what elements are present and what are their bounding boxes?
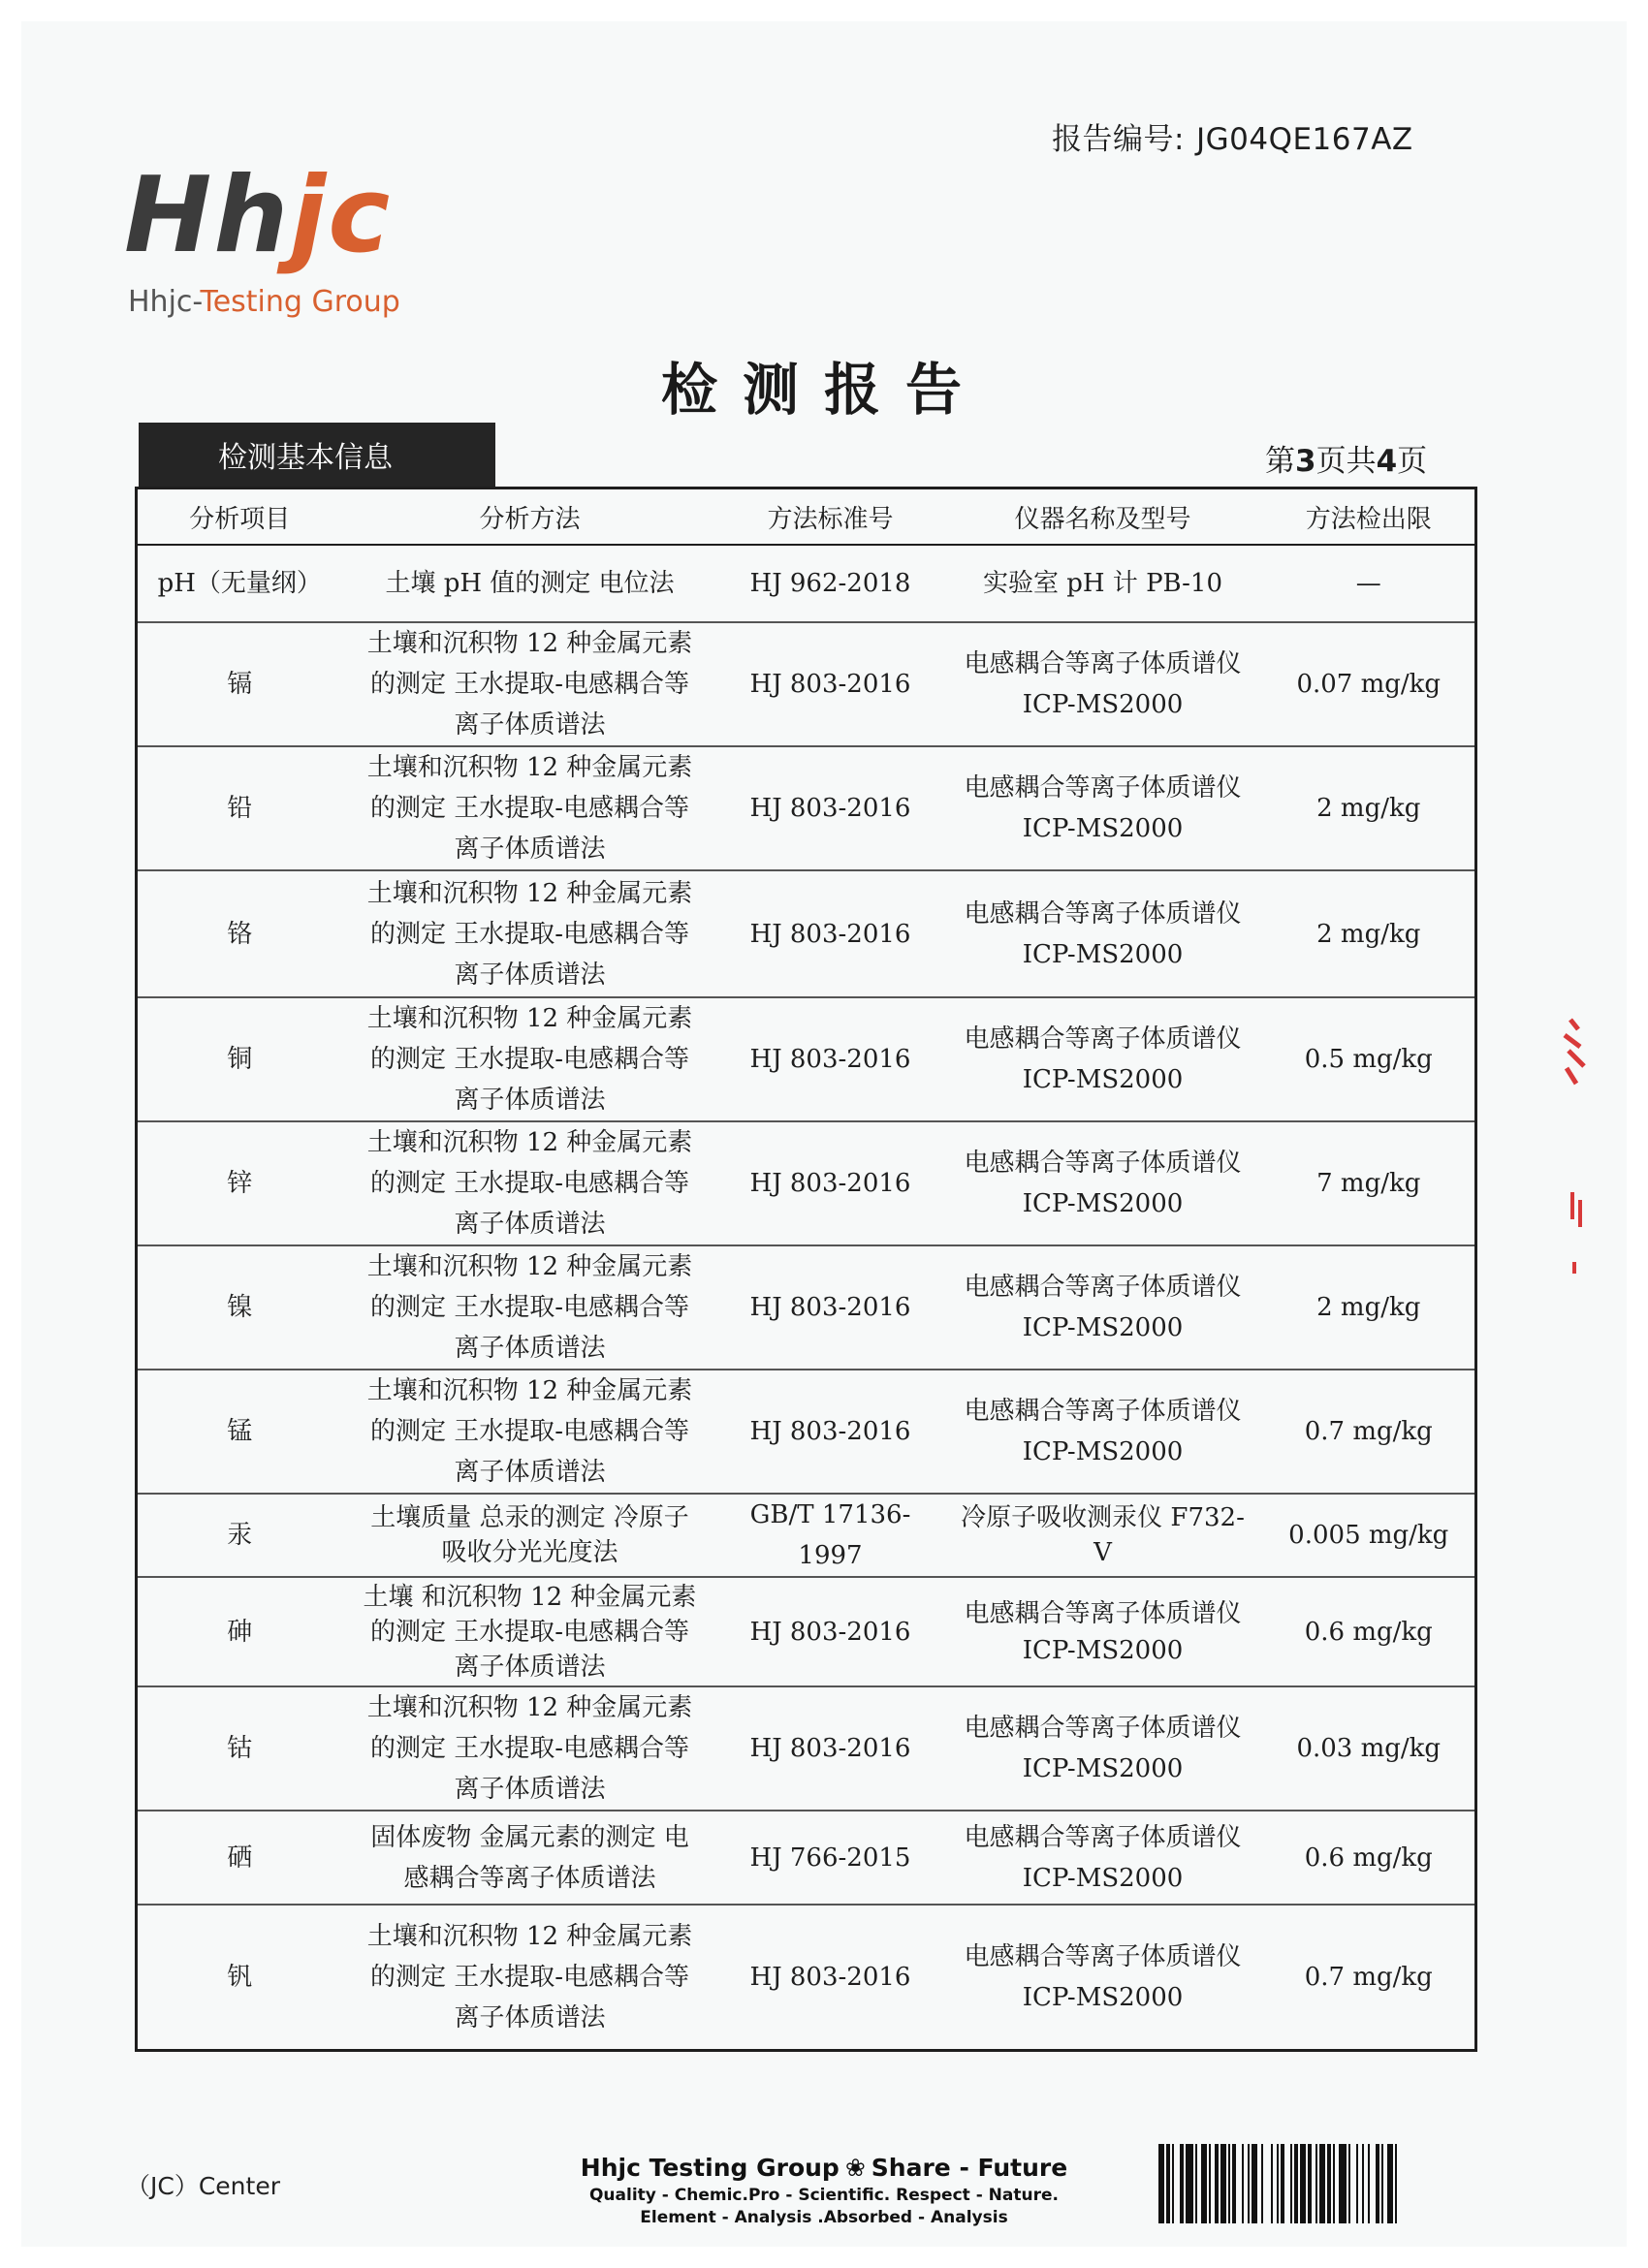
- cell-instrument: 电感耦合等离子体质谱仪 ICP-MS2000: [943, 1245, 1263, 1370]
- barcode-bar: [1215, 2144, 1219, 2223]
- barcode-bar: [1252, 2144, 1257, 2223]
- footer-tagline-2: Element - Analysis .Absorbed - Analysis: [640, 2208, 1008, 2227]
- barcode-bar: [1290, 2144, 1292, 2223]
- cell-item: 钒: [227, 1962, 253, 1992]
- cell-method: 土壤和沉积物 12 种金属元素的测定 王水提取-电感耦合等离子体质谱法: [342, 1370, 718, 1494]
- cell-method: 土壤和沉积物 12 种金属元素的测定 王水提取-电感耦合等离子体质谱法: [342, 1121, 718, 1245]
- cell-limit: —: [1263, 545, 1476, 622]
- barcode-icon: [1158, 2144, 1459, 2223]
- barcode-bar: [1220, 2144, 1226, 2223]
- cell-limit: 0.7 mg/kg: [1263, 1370, 1476, 1494]
- barcode-bar: [1333, 2144, 1335, 2223]
- cell-limit: 2 mg/kg: [1263, 746, 1476, 870]
- barcode-bar: [1294, 2144, 1298, 2223]
- logo-subtitle: [128, 285, 400, 319]
- cell-method: 土壤和沉积物 12 种金属元素的测定 王水提取-电感耦合等离子体质谱法: [342, 870, 718, 997]
- cell-standard: HJ 803-2016: [718, 1121, 943, 1245]
- barcode-bar: [1308, 2144, 1312, 2223]
- cell-item: 铜: [137, 997, 342, 1121]
- cell-standard: HJ 803-2016: [718, 997, 943, 1121]
- barcode-bar: [1281, 2144, 1284, 2223]
- cell-instrument: 电感耦合等离子体质谱仪 ICP-MS2000: [964, 1941, 1242, 2012]
- cell-instrument: 电感耦合等离子体质谱仪 ICP-MS2000: [943, 1577, 1263, 1686]
- barcode-bar: [1315, 2144, 1317, 2223]
- table-row: [137, 1370, 1476, 1494]
- footer-brand-line: [523, 2152, 1125, 2185]
- cell-method: 土壤和沉积物 12 种金属元素的测定 王水提取-电感耦合等离子体质谱法: [342, 1245, 718, 1370]
- cell-instrument: 电感耦合等离子体质谱仪 ICP-MS2000: [943, 1686, 1263, 1811]
- cell-standard: HJ 766-2015: [718, 1811, 943, 1905]
- report-number: [1052, 114, 1413, 158]
- cell-limit: 0.6 mg/kg: [1263, 1811, 1476, 1905]
- cell-item: 镍: [137, 1245, 342, 1370]
- cell-limit: 0.03 mg/kg: [1263, 1686, 1476, 1811]
- table-row: [137, 545, 1476, 622]
- section-label: 检测基本信息: [139, 423, 495, 487]
- table-header-row: [137, 488, 1476, 546]
- logo-sub-main: Hhjc-: [128, 285, 201, 319]
- cell-standard: HJ 803-2016: [718, 1577, 943, 1686]
- cell-limit: 0.6 mg/kg: [1263, 1577, 1476, 1686]
- cell-item: 锰: [137, 1370, 342, 1494]
- page-total: 4: [1376, 444, 1398, 479]
- header-instrument: 仪器名称及型号: [943, 488, 1263, 546]
- barcode-bar: [1381, 2144, 1383, 2223]
- cell-method: 土壤和沉积物 12 种金属元素的测定 王水提取-电感耦合等离子体质谱法: [342, 1686, 718, 1811]
- cell-item: 铬: [137, 870, 342, 997]
- footer-brand-block: [523, 2152, 1125, 2229]
- company-logo: [124, 155, 444, 319]
- cell-item: 镉: [137, 622, 342, 746]
- barcode-bar: [1232, 2144, 1236, 2223]
- footer-tagline-1: Quality - Chemic.Pro - Scientific. Respect - Nature.: [588, 2186, 1059, 2205]
- barcode-bar: [1209, 2144, 1211, 2223]
- barcode-bar: [1195, 2144, 1197, 2223]
- cell-standard: HJ 803-2016: [718, 1686, 943, 1811]
- cell-limit: 2 mg/kg: [1263, 870, 1476, 997]
- table-row: [137, 746, 1476, 870]
- cell-limit: 2 mg/kg: [1263, 1245, 1476, 1370]
- cell-instrument: 电感耦合等离子体质谱仪 ICP-MS2000: [943, 622, 1263, 746]
- table-row: [137, 1905, 1476, 2050]
- cell-method: 土壤和沉积物 12 种金属元素的测定 王水提取-电感耦合等离子体质谱法: [342, 746, 718, 870]
- barcode-bar: [1356, 2144, 1358, 2223]
- cell-limit: 0.005 mg/kg: [1263, 1494, 1476, 1577]
- page-current: 3: [1295, 444, 1316, 479]
- barcode-bar: [1387, 2144, 1393, 2223]
- cell-method: 固体废物 金属元素的测定 电感耦合等离子体质谱法: [342, 1811, 718, 1905]
- footer-slogan: Share - Future: [871, 2154, 1068, 2182]
- barcode-bar: [1180, 2144, 1184, 2223]
- page-counter: [1265, 436, 1427, 480]
- cell-standard: HJ 962-2018: [718, 545, 943, 622]
- report-number-label: 报告编号:: [1052, 122, 1185, 157]
- logo-sub-accent: Testing Group: [200, 285, 400, 319]
- barcode-bar: [1319, 2144, 1325, 2223]
- barcode-bar: [1158, 2144, 1164, 2223]
- barcode-bar: [1339, 2144, 1347, 2223]
- cell-instrument: 电感耦合等离子体质谱仪 ICP-MS2000: [943, 870, 1263, 997]
- table-row: [137, 1121, 1476, 1245]
- table-row: [137, 1245, 1476, 1370]
- barcode-bar: [1186, 2144, 1193, 2223]
- cell-instrument: 电感耦合等离子体质谱仪 ICP-MS2000: [943, 997, 1263, 1121]
- cell-standard: HJ 803-2016: [718, 746, 943, 870]
- cell-method: 土壤和沉积物 12 种金属元素的测定 王水提取-电感耦合等离子体质谱法: [366, 1921, 693, 2032]
- barcode-bar: [1395, 2144, 1397, 2223]
- cell-limit: 0.07 mg/kg: [1263, 622, 1476, 746]
- barcode-bar: [1228, 2144, 1230, 2223]
- cell-item: 砷: [137, 1577, 342, 1686]
- logo-wordmark: [124, 155, 393, 276]
- page-middle: 页共: [1315, 444, 1377, 479]
- flower-icon: ❀: [844, 2154, 866, 2182]
- barcode-bar: [1300, 2144, 1306, 2223]
- table-row: [137, 997, 1476, 1121]
- cell-item: 硒: [137, 1811, 342, 1905]
- cell-method: 土壤和沉积物 12 种金属元素的测定 王水提取-电感耦合等离子体质谱法: [342, 622, 718, 746]
- barcode-bar: [1261, 2144, 1263, 2223]
- table-row: [137, 622, 1476, 746]
- barcode-bar: [1172, 2144, 1174, 2223]
- cell-standard: HJ 803-2016: [749, 1962, 911, 1992]
- cell-method: 土壤和沉积物 12 种金属元素的测定 王水提取-电感耦合等离子体质谱法: [342, 997, 718, 1121]
- page-prefix: 第: [1265, 444, 1295, 479]
- table-row: [137, 1577, 1476, 1686]
- cell-instrument: 冷原子吸收测汞仪 F732-V: [943, 1494, 1263, 1577]
- header-item: 分析项目: [137, 488, 342, 546]
- barcode-bar: [1248, 2144, 1250, 2223]
- barcode-bar: [1348, 2144, 1350, 2223]
- cell-item: 钴: [137, 1686, 342, 1811]
- barcode-bar: [1271, 2144, 1273, 2223]
- footer-center-label: （JC）Center: [126, 2172, 280, 2200]
- barcode-bar: [1201, 2144, 1207, 2223]
- logo-word-accent: jc: [290, 155, 393, 276]
- barcode-bar: [1242, 2144, 1244, 2223]
- stamp-fragment: [1551, 1008, 1590, 1279]
- cell-item: 锌: [137, 1121, 342, 1245]
- barcode-bar: [1368, 2144, 1370, 2223]
- test-info-table: [135, 487, 1477, 2052]
- cell-limit: 0.5 mg/kg: [1263, 997, 1476, 1121]
- cell-item: 汞: [137, 1494, 342, 1577]
- report-number-value: JG04QE167AZ: [1195, 122, 1413, 157]
- cell-item: pH（无量纲）: [137, 545, 342, 622]
- page-suffix: 页: [1397, 444, 1428, 479]
- cell-limit: 0.7 mg/kg: [1304, 1962, 1433, 1992]
- barcode-bar: [1327, 2144, 1331, 2223]
- cell-standard: HJ 803-2016: [718, 870, 943, 997]
- barcode-bar: [1166, 2144, 1170, 2223]
- cell-item: 铅: [137, 746, 342, 870]
- document-title: 检测报告: [660, 357, 987, 423]
- cell-method: 土壤 pH 值的测定 电位法: [342, 545, 718, 622]
- barcode-bar: [1376, 2144, 1379, 2223]
- table-row: [137, 870, 1476, 997]
- header-standard: 方法标准号: [718, 488, 943, 546]
- cell-standard: HJ 803-2016: [718, 1370, 943, 1494]
- footer-brand: Hhjc Testing Group: [580, 2154, 840, 2182]
- cell-method: 土壤 和沉积物 12 种金属元素的测定 王水提取-电感耦合等离子体质谱法: [342, 1577, 718, 1686]
- table-row: [137, 1494, 1476, 1577]
- cell-instrument: 实验室 pH 计 PB-10: [943, 545, 1263, 622]
- cell-standard: HJ 803-2016: [718, 1245, 943, 1370]
- cell-instrument: 电感耦合等离子体质谱仪 ICP-MS2000: [943, 1811, 1263, 1905]
- header-method: 分析方法: [342, 488, 718, 546]
- cell-instrument: 电感耦合等离子体质谱仪 ICP-MS2000: [943, 746, 1263, 870]
- cell-method: 土壤质量 总汞的测定 冷原子吸收分光光度法: [342, 1494, 718, 1577]
- barcode-bar: [1277, 2144, 1279, 2223]
- cell-instrument: 电感耦合等离子体质谱仪 ICP-MS2000: [943, 1121, 1263, 1245]
- table-row: [137, 1811, 1476, 1905]
- cell-standard: GB/T 17136-1997: [718, 1494, 943, 1577]
- cell-standard: HJ 803-2016: [718, 622, 943, 746]
- table-row: [137, 1686, 1476, 1811]
- cell-limit: 7 mg/kg: [1263, 1121, 1476, 1245]
- cell-instrument: 电感耦合等离子体质谱仪 ICP-MS2000: [943, 1370, 1263, 1494]
- header-limit: 方法检出限: [1263, 488, 1476, 546]
- barcode-bar: [1362, 2144, 1364, 2223]
- logo-word-main: Hh: [124, 155, 291, 276]
